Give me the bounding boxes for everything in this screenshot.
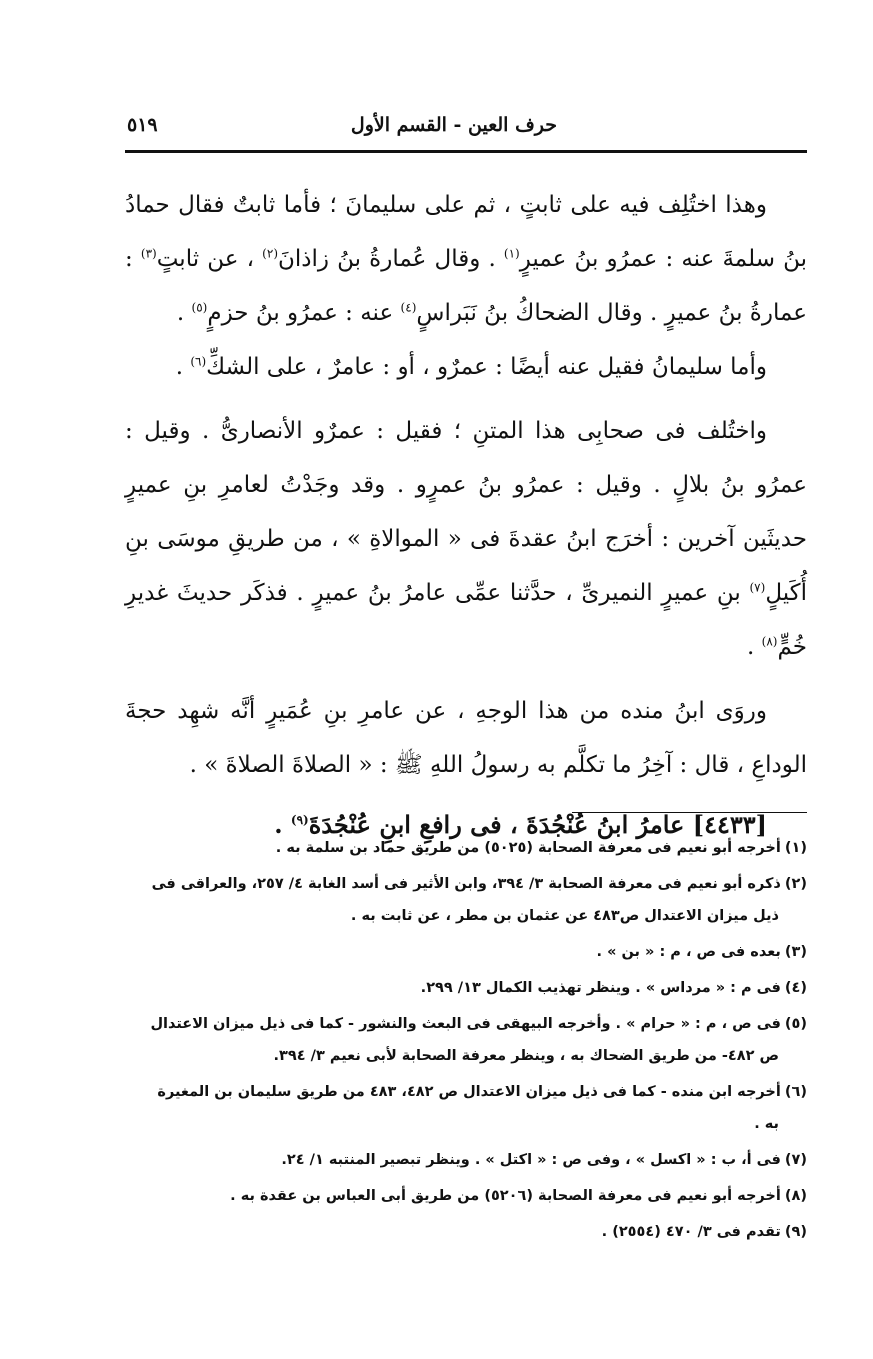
footnote-ref: (٤)	[400, 300, 417, 315]
footnote-9: (٩)تقدم فى ٣/ ٤٧٠ (٢٥٥٤) .	[601, 1224, 807, 1240]
paragraph-1: وهذا اختُلِف فيه على ثابتٍ ، ثم على سليمانَ ؛ فأما ثابتٌ فقال حمادُ بنُ سلمةَ عنه : عمرُو بنُ عميرٍ$^{(١)}$ . وقال عُمارةُ بنُ زاذانَ$^{(٢)}$ ، عن ثابتٍ$^{(٣)}$ : عمارةُ بنُ عميرٍ . وقال الضحاكُ بنُ نَبَراسٍ$^{(٤)}$ عنه : عمرُو بنُ حزمٍ$^{(٥)}$ .	[125, 192, 808, 326]
footnote-2: (٢)ذكره أبو نعيم فى معرفة الصحابة ٣/ ٣٩٤، وابن الأثير فى أسد الغابة ٤/ ٢٥٧، والعراقى فى ذيل ميزان الاعتدال ص٤٨٣ عن عثمان بن مطر ، عن ثابت به .	[151, 876, 807, 924]
footnote-7: (٧)فى أ، ب : « اكسل » ، وفى ص : « اكتل » . وينظر تبصير المنتبه ١/ ٢٤.	[281, 1152, 807, 1168]
main-text	[125, 178, 807, 852]
page-number: ٥١٩	[127, 114, 158, 136]
footnote-ref: (٨)	[761, 634, 778, 649]
footnote-1: (١)أخرجه أبو نعيم فى معرفة الصحابة (٥٠٢٥) من طريق حماد بن سلمة به .	[275, 840, 807, 856]
paragraph-3: واختُلف فى صحابِى هذا المتنِ ؛ فقيل : عمرٌو الأنصارىُّ . وقيل : عمرُو بنُ بلالٍ . وقيل : عمرُو بنُ عمرٍو . وقد وجَدْتُ لعامرِ بنِ عميرٍ حديثَين آخرين : أخرَج ابنُ عقدةَ فى « الموالاةِ » ، من طريقِ موسَى بنِ أُكَيلٍ$^{(٧)}$ بنِ عميرٍ النميرىِّ ، حدَّثنا عمِّى عامرُ بنُ عميرٍ . فذكَر حديثَ غديرِ خُمٍّ$^{(٨)}$ .	[125, 418, 808, 660]
footnote-6: (٦)أخرجه ابن منده - كما فى ذيل ميزان الاعتدال ص ٤٨٢، ٤٨٣ من طريق سليمان بن المغيرة به .	[157, 1084, 807, 1132]
footnotes	[125, 832, 807, 1252]
footnote-ref: (١)	[503, 246, 520, 261]
footnote-ref: (٣)	[140, 246, 157, 261]
paragraph-2: وأما سليمانُ فقيل عنه أيضًا : عمرٌو ، أو : عامرٌ ، على الشكِّ$^{(٦)}$ .	[175, 354, 767, 380]
footnote-ref: (٩)	[290, 813, 309, 827]
footnote-ref: (٢)	[262, 246, 278, 261]
footnote-ref: (٧)	[749, 580, 766, 595]
footnote-3: (٣)بعده فى ص ، م : « بن » .	[596, 944, 807, 960]
entry-heading: [٤٤٣٣] عامرُ ابنُ عُنْجُدَةَ ، فى رافعِ ابنِ عُنْجُدَةَ$^{(٩)}$ .	[274, 810, 767, 839]
header-rule	[125, 150, 807, 153]
footnote-ref: (٥)	[191, 300, 208, 315]
footnote-4: (٤)فى م : « مرداس » . وينظر تهذيب الكمال ١٣/ ٢٩٩.	[420, 980, 807, 996]
footnote-ref: (٦)	[190, 354, 207, 369]
running-header	[125, 112, 807, 150]
footnote-rule	[572, 812, 807, 813]
footnote-8: (٨)أخرجه أبو نعيم فى معرفة الصحابة (٥٢٠٦) من طريق أبى العباس بن عقدة به .	[230, 1188, 807, 1204]
footnote-5: (٥)فى ص ، م : « حرام » . وأخرجه البيهقى فى البعث والنشور - كما فى ذيل ميزان الاعتدال ص ٤٨٢- من طريق الضحاك به ، وينظر معرفة الصحابة لأبى نعيم ٣/ ٣٩٤.	[150, 1016, 807, 1064]
paragraph-4: وروَى ابنُ منده من هذا الوجهِ ، عن عامرِ بنِ عُمَيرٍ أنَّه شهِد حجةَ الوداعِ ، قال : آخِرُ ما تكلَّم به رسولُ اللهِ ﷺ : « الصلاةَ الصلاةَ » .	[125, 698, 807, 778]
header-title: حرف العين - القسم الأول	[350, 114, 557, 136]
